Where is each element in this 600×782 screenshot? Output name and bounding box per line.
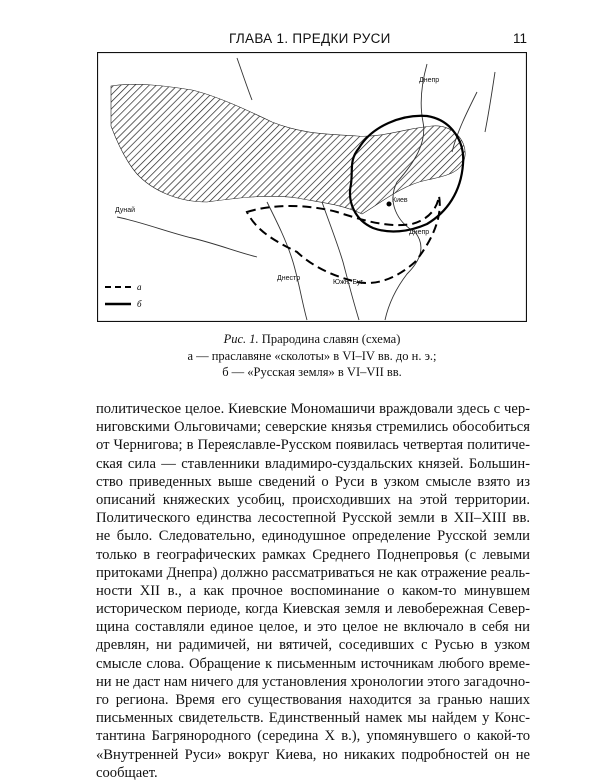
body-line: «Внутренней Руси» вокруг Киева, но никаких подробностей он не [96,746,530,763]
page-number: 11 [512,31,527,46]
body-line: сообщает. [96,764,158,781]
body-line: политическое целое. Киевские Мономашичи враждовали здесь с чер- [96,401,530,417]
body-line: историческом периоде, когда Киевская земля и левобережная Север- [96,601,530,618]
legend-b: б [137,299,142,309]
body-line: ство приведенных выше сведений о Руси в узком смысле взято из [96,473,530,490]
label-dunay: Дунай [115,207,136,214]
body-line: щина составляли единое целое, и это целое не включало в себя ни [96,619,530,636]
label-kiev: Киев [392,197,408,204]
body-line: ности XII в., а как прочное воспоминание о каком-то минувшем [96,582,530,599]
body-line: письменных свидетельств. Единственный намек мы найдем у Конс- [96,710,530,727]
caption-title-line [97,331,527,348]
label-dnepr-mid: Днепр [409,229,430,236]
figure-caption [97,331,527,381]
body-line: не было. Следовательно, единодушное определение Русской земли [96,528,530,545]
body-text [96,400,530,782]
body-line: древлян, ни радимичей, ни вятичей, соседивших с Русью в узком [96,637,530,654]
page-header [97,31,527,49]
body-line: только в географических рамках Среднего Поднепровья (с левыми [96,546,530,563]
caption-line-a: а — праславяне «сколоты» в VI–IV вв. до н. э.; [187,348,437,363]
body-line: тантина Багрянородного (середина X в.), упомянувшего о какой-то [96,728,530,745]
chapter-title: ГЛАВА 1. ПРЕДКИ РУСИ [229,31,391,46]
body-line: ская сила — ставленники владимиро-суздальских князей. Большин- [96,455,530,472]
kiev-marker [387,202,392,207]
caption-fig-label: Рис. 1. [223,332,259,346]
body-line: притоками Днепра) должно рассматриваться не как отражение реаль- [96,564,530,581]
label-dnepr-top: Днепр [419,77,440,84]
body-line: ни не даст нам ничего для установления хронологии этого загадочно- [96,673,530,690]
body-line: описаний княжеских усобиц, происходивших на этой территории. [96,491,530,508]
body-line: смысле слова. Обращение к письменным источникам любого време- [96,655,530,672]
caption-line-b: б — «Русская земля» в VI–VII вв. [222,365,402,379]
caption-fig-title: Прародина славян (схема) [261,332,401,346]
label-yuzh-bug: Южн. Буг [333,279,364,286]
body-line: от Чернигова; в Переяславле-Русском появилась четвертая политиче- [96,437,530,454]
body-line: Политического единства лесостепной Русской земли в XII–XIII вв. [96,510,530,527]
map-figure [97,52,527,322]
label-dnestr: Днестр [277,275,301,282]
body-line: го региона. Время его существования находится за гранью наших [96,692,530,708]
legend-a: а [137,282,142,292]
body-line: ниговскими Ольговичами; северские князья стремились обособиться [96,419,530,436]
